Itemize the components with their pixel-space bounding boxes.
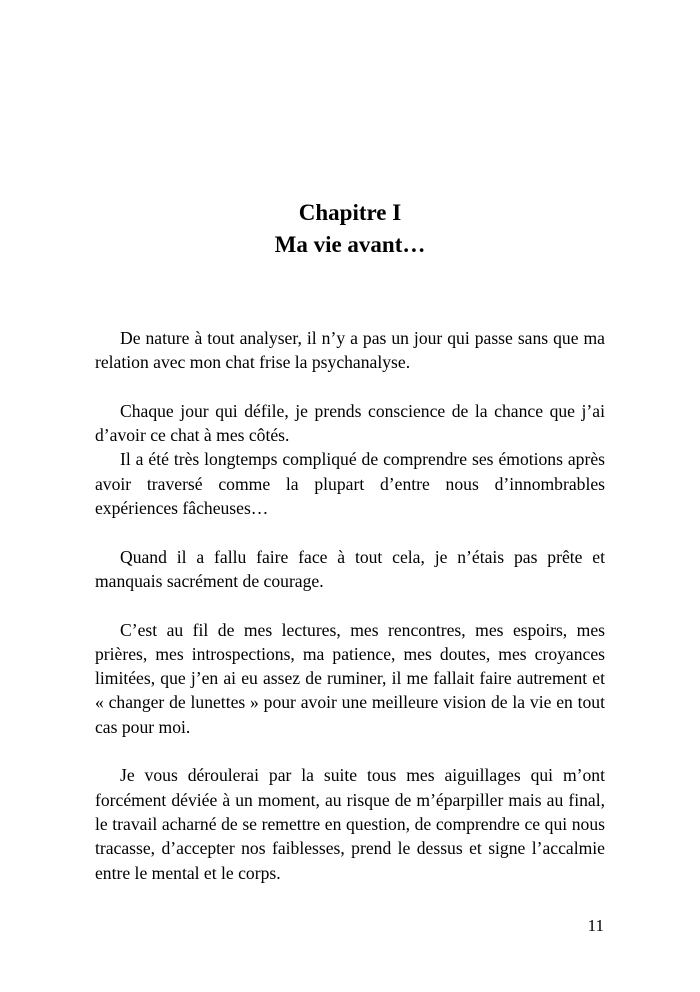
paragraph: C’est au fil de mes lectures, mes rencontres, mes espoirs, mes prières, mes introspections, ma patience, mes doutes, mes croyances limitées, que j’en ai eu assez de ruminer, il me fallait faire autrement et « changer de lunettes » pour avoir une meilleure vision de la vie en tout cas pour moi.: [95, 619, 605, 737]
paragraph: De nature à tout analyser, il n’y a pas un jour qui passe sans que ma relation avec mon chat frise la psychanalyse.: [95, 328, 605, 373]
body-text: [95, 326, 605, 885]
chapter-header: [0, 197, 700, 261]
page-number: 11: [587, 916, 604, 935]
chapter-label: Chapitre I: [298, 200, 402, 225]
paragraph: Il a été très longtemps compliqué de comprendre ses émotions après avoir traversé comme la plupart d’entre nous d’innombrables expériences fâcheuses…: [95, 449, 605, 519]
paragraph: Chaque jour qui défile, je prends conscience de la chance que j’ai d’avoir ce chat à mes côtés.: [95, 400, 605, 446]
paragraph: Je vous déroulerai par la suite tous mes aiguillages qui m’ont forcément déviée à un moment, au risque de m’éparpiller mais au final, le travail acharné de se remettre en question, de comprendre ce qui nous tracasse, d’accepter nos faiblesses, prend le dessus et signe l’accalmie entre le mental et le corps.: [95, 765, 605, 883]
chapter-title: Ma vie avant…: [274, 232, 426, 257]
paragraph: Quand il a fallu faire face à tout cela, je n’étais pas prête et manquais sacrément de courage.: [95, 546, 605, 591]
